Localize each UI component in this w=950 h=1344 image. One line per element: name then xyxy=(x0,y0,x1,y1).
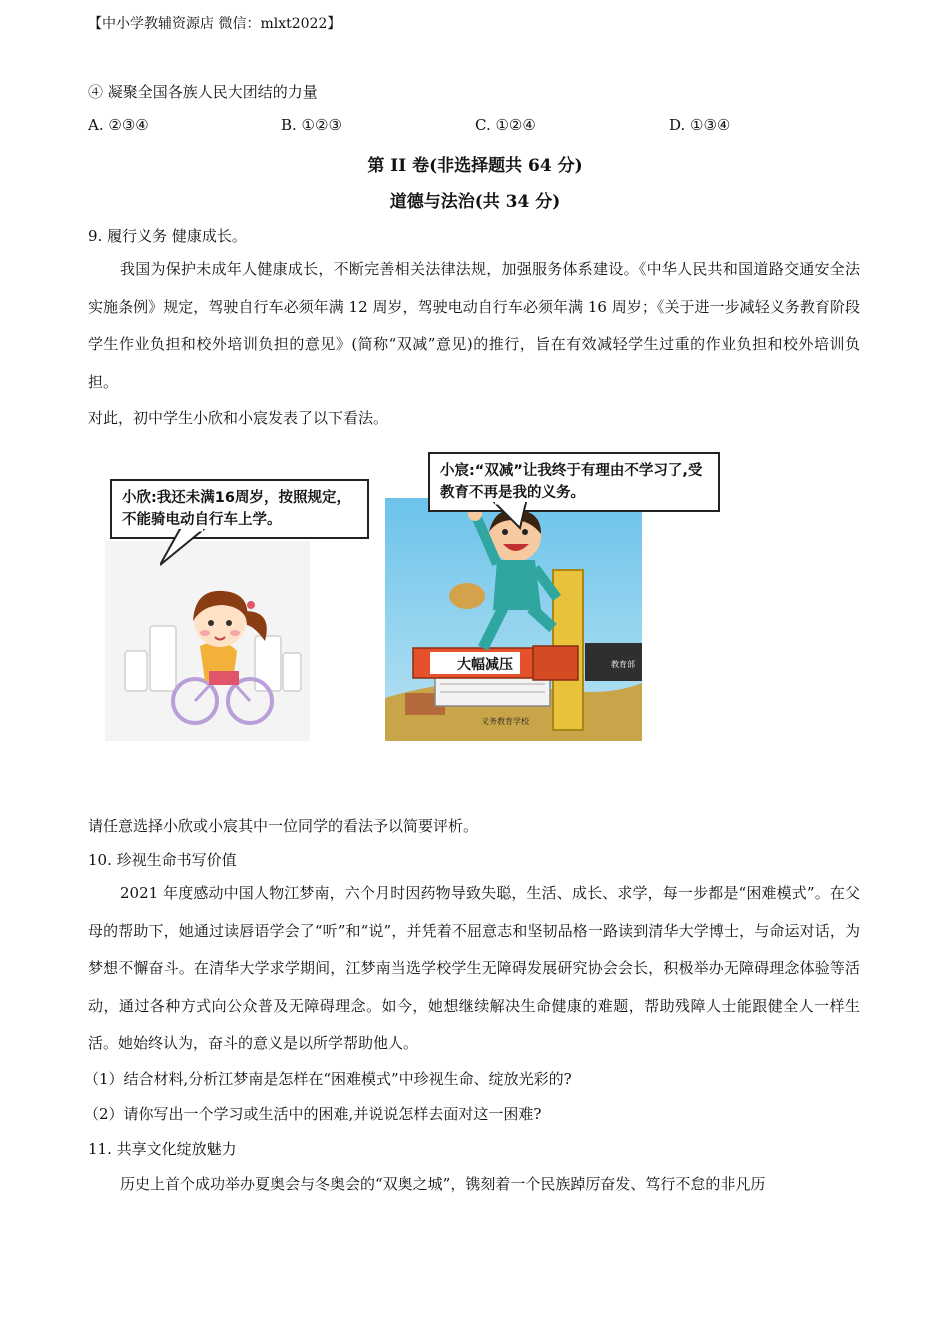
q8-option-b: B. ①②③ xyxy=(281,116,342,134)
q10-title: 10. 珍视生命书写价值 xyxy=(88,851,237,869)
section-title: 第 II 卷(非选择题共 64 分) xyxy=(367,156,583,176)
boy-jumping-illustration xyxy=(385,498,642,741)
cartoon-sleeve-text: 教育部 xyxy=(611,660,635,669)
page-header: 【中小学教辅资源店 微信：mlxt2022】 xyxy=(88,16,342,32)
q9-title: 9. 履行义务 健康成长。 xyxy=(88,227,247,245)
q9-question: 请任意选择小欣或小宸其中一位同学的看法予以简要评析。 xyxy=(88,817,479,835)
q9-lead: 对此，初中学生小欣和小宸发表了以下看法。 xyxy=(88,409,389,427)
subject-title: 道德与法治(共 34 分) xyxy=(389,192,561,212)
bubble-xiaoxin-tail xyxy=(160,529,220,569)
q8-option-a: A. ②③④ xyxy=(88,116,149,134)
q11-title: 11. 共享文化绽放魅力 xyxy=(88,1140,237,1158)
q10-sub-question-1: （1）结合材料,分析江梦南是怎样在“困难模式”中珍视生命、绽放光彩的? xyxy=(84,1070,572,1088)
q8-option-d: D. ①③④ xyxy=(669,116,731,134)
bubble-xiaochen: 小宸:“双减”让我终于有理由不学习了,受教育不再是我的义务。 xyxy=(428,452,720,512)
q10-material: 2021 年度感动中国人物江梦南，六个月时因药物导致失聪，生活、成长、求学，每一步都是“困难模式”。在父母的帮助下，她通过读唇语学会了“听”和“说”，并凭着不屈意志和坚韧品格一路读到清华大学博士，与命运对话，为梦想不懈奋斗。在清华大学求学期间，江梦南当选学校学生无障碍发展研究协会会长，积极举办无障碍理念体验等活动，通过各种方式向公众普及无障碍理念。如今，她想继续解决生命健康的难题，帮助残障人士能跟健全人一样生活。她始终认为，奋斗的意义是以所学帮助他人。 xyxy=(88,884,860,1052)
q10-sub-question-2: （2）请你写出一个学习或生活中的困难,并说说怎样去面对这一困难? xyxy=(84,1105,542,1123)
q11-material: 历史上首个成功举办夏奥会与冬奥会的“双奥之城”，镌刻着一个民族踔厉奋发、笃行不怠的非凡历 xyxy=(120,1175,766,1193)
q9-cartoon-figure xyxy=(105,446,703,746)
q8-option-c: C. ①②④ xyxy=(475,116,536,134)
girl-bicycle-illustration xyxy=(105,541,310,741)
bubble-xiaochen-tail xyxy=(490,502,540,532)
cartoon-sign-text: 大幅减压 xyxy=(457,657,513,673)
cartoon-ground-text: 义务教育学校 xyxy=(481,717,529,726)
bubble-xiaoxin: 小欣:我还未满16周岁，按照规定，不能骑电动自行车上学。 xyxy=(110,479,369,539)
q8-item-4: ④ 凝聚全国各族人民大团结的力量 xyxy=(88,83,318,101)
q9-material: 我国为保护未成年人健康成长，不断完善相关法律法规，加强服务体系建设。《中华人民共和国道路交通安全法实施条例》规定，驾驶自行车必须年满 12 周岁，驾驶电动自行车必须年满 16 周岁；《关于进一步减轻义务教育阶段学生作业负担和校外培训负担的意见》(简称“双减”意见)的推行，旨在有效减轻学生过重的作业负担和校外培训负担。 xyxy=(88,260,860,391)
